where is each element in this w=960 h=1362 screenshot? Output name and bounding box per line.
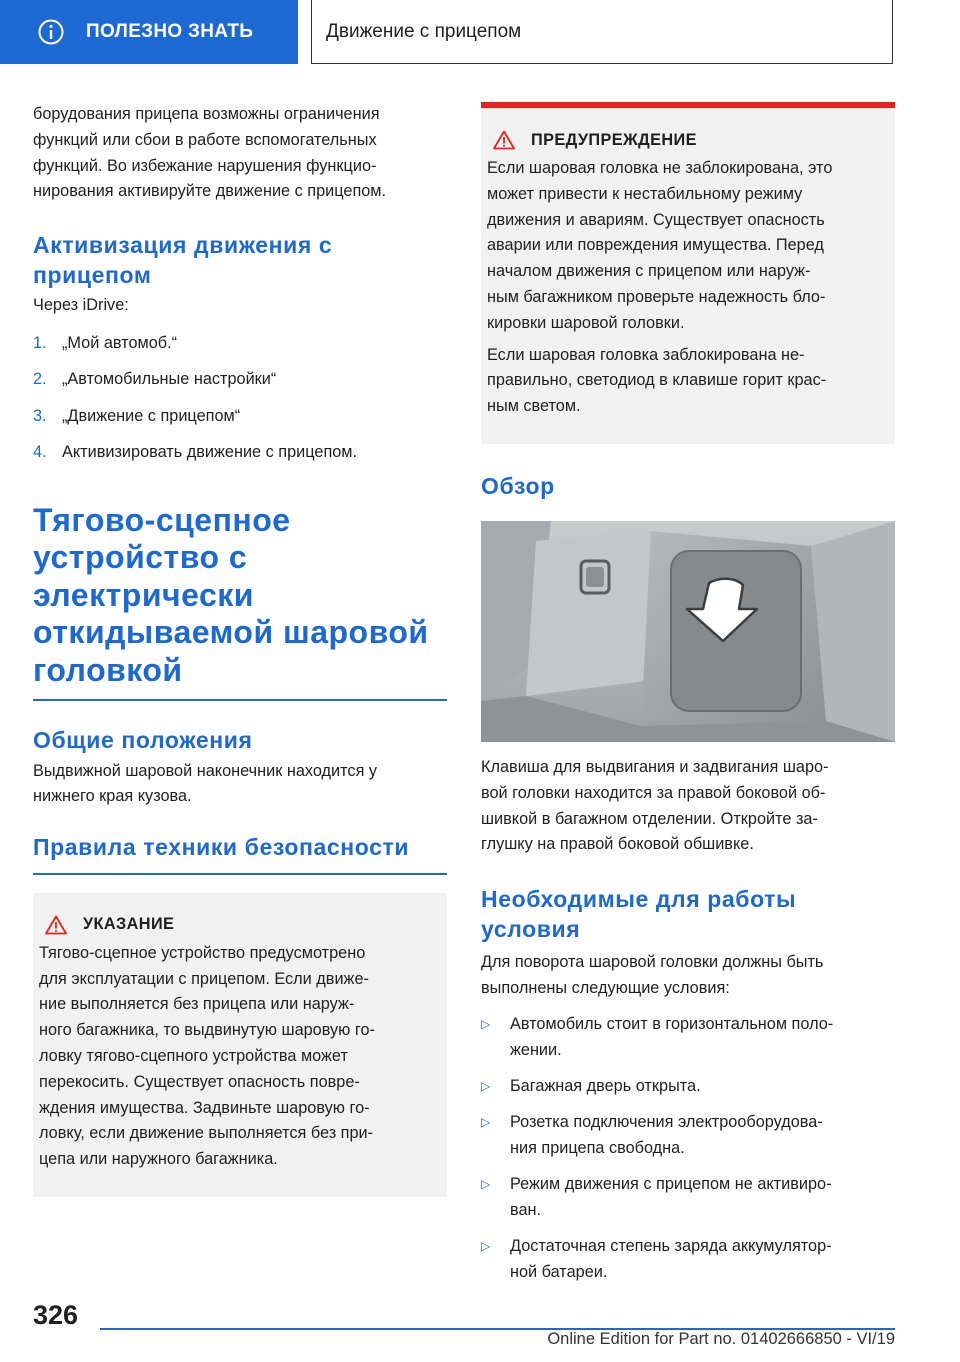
step-text: „Мой автомоб.“	[62, 333, 178, 352]
text-line: борудования прицепа возможны ограничения	[33, 105, 380, 123]
text-line: Клавиша для выдвигания и задвигания шаро-	[481, 757, 829, 776]
safety-heading: Правила техники безопасности	[33, 834, 410, 861]
heading-line: прицепом	[33, 262, 152, 289]
text-line: ным багажником проверьте надежность бло-	[487, 287, 826, 306]
text-line: функций или сбои в работе вспомогательных	[33, 130, 377, 149]
heading-line: Тягово-сцепное	[33, 501, 291, 538]
text-line: цепа или наружного багажника.	[39, 1150, 278, 1169]
step-number: 2.	[33, 370, 47, 389]
text-line: выполнены следующие условия:	[481, 978, 730, 997]
condition-text: Режим движения с прицепом не активиро- ван.	[510, 1175, 832, 1220]
general-heading: Общие положения	[33, 726, 253, 753]
section-title-text: Движение с прицепом	[326, 20, 522, 42]
text-line: функций. Во избежание нарушения функцио-	[33, 156, 377, 175]
text-line: шивкой в багажном отделении. Откройте за-	[481, 809, 818, 828]
heading-line: Активизация движения с	[33, 232, 333, 259]
text-line: аварии или повреждения имущества. Перед	[487, 236, 824, 255]
bullet-triangle-icon: ▷	[481, 1239, 491, 1254]
text-line: Тягово-сцепное устройство предусмотрено	[39, 943, 366, 962]
step-number: 1.	[33, 333, 47, 352]
list-item	[481, 1074, 895, 1100]
conditions-heading	[481, 884, 895, 944]
step-text: Активизировать движение с прицепом.	[62, 442, 358, 461]
warning-title-text: ПРЕДУПРЕЖДЕНИЕ	[531, 130, 697, 149]
general-paragraph	[33, 759, 447, 811]
warning-title	[493, 130, 885, 150]
intro-paragraph	[33, 102, 447, 205]
text-line: ловку, если движение выполняется без при-	[39, 1124, 374, 1143]
text-line: может привести к нестабильному режиму	[487, 184, 803, 203]
text-line: ного багажника, то выдвинутую шаровую го-	[39, 1021, 375, 1040]
notice-title	[45, 915, 437, 935]
step-text: „Автомобильные настройки“	[62, 370, 277, 389]
text-line: движения и авариям. Существует опасность	[487, 210, 825, 229]
notice-title-text: УКАЗАНИЕ	[83, 915, 175, 934]
condition-text: Автомобиль стоит в горизонтальном поло- жении.	[510, 1014, 834, 1059]
warning-paragraph-1	[487, 156, 885, 337]
text-line: кировки шаровой головки.	[487, 313, 685, 332]
heading-line: головкой	[33, 651, 183, 688]
condition-text: Достаточная степень заряда аккумулятор- ной батареи.	[510, 1237, 832, 1282]
text-line: началом движения с прицепом или наруж-	[487, 262, 811, 281]
text-line: нирования активируйте движение с прицепом.	[33, 182, 387, 201]
bullet-triangle-icon: ▷	[481, 1177, 491, 1192]
step-number: 4.	[33, 442, 47, 461]
warning-triangle-icon	[493, 130, 515, 150]
bullet-triangle-icon: ▷	[481, 1016, 491, 1031]
list-item	[481, 1172, 895, 1224]
bullet-triangle-icon: ▷	[481, 1078, 491, 1093]
text-line: ловку тягово-сцепного устройства может	[39, 1046, 348, 1065]
conditions-list	[481, 1012, 895, 1286]
text-line: вой головки находится за правой боковой об-	[481, 783, 826, 802]
section-title	[311, 0, 893, 64]
info-icon	[38, 19, 64, 45]
header-tab-label: ПОЛЕЗНО ЗНАТЬ	[86, 21, 254, 42]
conditions-intro	[481, 950, 895, 1002]
text-line: нижнего края кузова.	[33, 787, 192, 806]
heading-line: Необходимые для работы	[481, 886, 797, 913]
step-text: „Движение с прицепом“	[62, 406, 241, 425]
list-item	[481, 1234, 895, 1286]
text-line: ждения имущества. Задвиньте шаровую го-	[39, 1098, 370, 1117]
heading-line: устройство с	[33, 539, 248, 576]
activation-heading	[33, 230, 447, 290]
header-tab[interactable]	[0, 0, 298, 64]
list-item	[481, 1110, 895, 1162]
via-idrive: Через iDrive:	[33, 296, 129, 315]
page-number: 326	[33, 1300, 79, 1330]
warning-triangle-icon	[45, 915, 67, 935]
heading-line: электрически	[33, 576, 254, 613]
main-heading	[33, 502, 447, 690]
warning-box	[481, 102, 895, 444]
overview-heading: Обзор	[481, 472, 555, 499]
step-number: 3.	[33, 406, 47, 425]
warning-paragraph-2	[487, 343, 885, 420]
divider	[33, 873, 447, 875]
steps-list	[33, 331, 447, 466]
text-line: правильно, светодиод в клавише горит крас-	[487, 371, 827, 390]
condition-text: Розетка подключения электрооборудова- ния прицепа свободна.	[510, 1113, 823, 1157]
text-line: ным светом.	[487, 397, 581, 416]
list-item	[33, 404, 447, 430]
text-line: перекосить. Существует опасность повре-	[39, 1072, 360, 1091]
overview-paragraph	[481, 755, 895, 858]
left-column	[33, 102, 447, 1197]
text-line: ние выполняется без прицепа или наруж-	[39, 995, 355, 1014]
right-column	[481, 102, 895, 1296]
text-line: Если шаровая головка заблокирована не-	[487, 345, 805, 364]
text-line: Выдвижной шаровой наконечник находится у	[33, 761, 378, 780]
heading-line: условия	[481, 916, 581, 943]
heading-line: откидываемой шаровой	[33, 614, 429, 651]
list-item	[481, 1012, 895, 1064]
text-line: Если шаровая головка не заблокирована, это	[487, 159, 833, 177]
text-line: для эксплуатации с прицепом. Если движе-	[39, 969, 369, 988]
text-line: Для поворота шаровой головки должны быть	[481, 953, 824, 972]
condition-text: Багажная дверь открыта.	[510, 1076, 701, 1095]
divider	[33, 699, 447, 701]
list-item	[33, 367, 447, 393]
edition-label: Online Edition for Part no. 01402666850 - VI/19	[547, 1330, 895, 1348]
trunk-photo	[481, 521, 895, 742]
notice-box	[33, 893, 447, 1197]
bullet-triangle-icon: ▷	[481, 1115, 491, 1130]
text-line: глушку на правой боковой обшивке.	[481, 835, 754, 854]
list-item	[33, 440, 447, 466]
list-item	[33, 331, 447, 357]
